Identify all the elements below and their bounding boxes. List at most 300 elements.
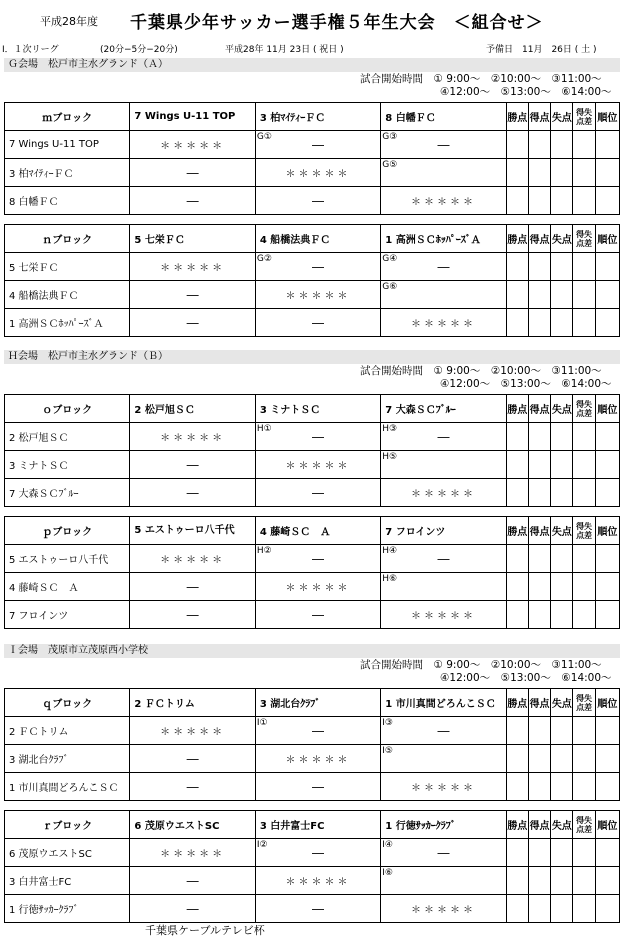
- stat-header: 勝点: [506, 225, 528, 253]
- self-match-stars: ＊＊＊＊＊: [160, 263, 226, 274]
- match-dash: ―: [186, 485, 199, 500]
- match-cell: [381, 573, 506, 601]
- match-cell: [255, 545, 380, 573]
- match-dash: ―: [312, 845, 325, 860]
- match-cell: [381, 773, 506, 801]
- stat-cell: [528, 131, 550, 159]
- team-column-header: 1 高洲ＳＣﾎｯﾊﾟｰｽﾞＡ: [381, 225, 506, 253]
- stat-cell: [528, 773, 550, 801]
- match-cell: [381, 451, 506, 479]
- match-cell: [255, 573, 380, 601]
- match-number-tag: G①: [256, 132, 272, 142]
- match-number-tag: I⑥: [382, 868, 393, 878]
- match-number-tag: G④: [382, 254, 398, 264]
- header-era: 平成28年度: [40, 15, 98, 28]
- stat-cell: [551, 601, 573, 629]
- match-cell: [130, 187, 255, 215]
- team-column-header: 7 Wings U-11 TOP: [130, 103, 255, 131]
- match-number-tag: I②: [256, 840, 268, 850]
- stat-cell: [528, 187, 550, 215]
- stat-cell: [506, 895, 528, 923]
- stat-header: 勝点: [506, 689, 528, 717]
- match-cell: [255, 131, 380, 159]
- team-row-name: 4 船橋法典ＦＣ: [5, 281, 130, 309]
- start-times-row-2: ④12:00〜 ⑤13:00〜 ⑥14:00〜: [440, 378, 612, 390]
- match-dash: ―: [312, 485, 325, 500]
- match-number-tag: H②: [256, 546, 272, 556]
- match-format: (20分−5分−20分): [100, 45, 178, 55]
- stat-header: 得点: [528, 517, 550, 545]
- stat-cell: [506, 479, 528, 507]
- stat-header: 得点: [528, 811, 550, 839]
- team-row-name: 1 高洲ＳＣﾎｯﾊﾟｰｽﾞＡ: [5, 309, 130, 337]
- stat-cell: [551, 745, 573, 773]
- self-match-stars: ＊＊＊＊＊: [160, 141, 226, 152]
- self-match-stars: ＊＊＊＊＊: [160, 555, 226, 566]
- stat-cell: [506, 601, 528, 629]
- stat-cell: [595, 573, 619, 601]
- match-dash: ―: [186, 457, 199, 472]
- stat-cell: [551, 187, 573, 215]
- stat-cell: [528, 479, 550, 507]
- match-number-tag: I⑤: [382, 746, 393, 756]
- table-row: [5, 423, 620, 451]
- stat-cell: [573, 451, 595, 479]
- table-row: [5, 159, 620, 187]
- match-dash: ―: [312, 901, 325, 916]
- team-row-name: 3 ミナトＳＣ: [5, 451, 130, 479]
- stat-cell: [573, 187, 595, 215]
- team-column-header: 4 藤崎ＳＣ Ａ: [255, 517, 380, 545]
- match-number-tag: H③: [382, 424, 398, 434]
- stat-cell: [595, 839, 619, 867]
- stat-header: 順位: [595, 395, 619, 423]
- match-cell: [255, 479, 380, 507]
- round-label: Ⅰ．１次リーグ: [2, 45, 59, 55]
- block-name: ｒブロック: [5, 811, 130, 839]
- stat-header: 順位: [595, 103, 619, 131]
- stat-cell: [595, 253, 619, 281]
- match-cell: [130, 281, 255, 309]
- stat-header: 失点: [551, 395, 573, 423]
- match-cell: [381, 839, 506, 867]
- match-cell: [255, 281, 380, 309]
- self-match-stars: ＊＊＊＊＊: [285, 291, 351, 302]
- stat-cell: [573, 545, 595, 573]
- start-times: [360, 365, 620, 391]
- match-dash: ―: [186, 287, 199, 302]
- stat-cell: [506, 281, 528, 309]
- match-cell: [130, 253, 255, 281]
- match-number-tag: G③: [382, 132, 398, 142]
- team-column-header: 5 エストゥーロ八千代: [130, 517, 255, 545]
- stat-cell: [573, 745, 595, 773]
- match-cell: [130, 545, 255, 573]
- stat-cell: [506, 309, 528, 337]
- stat-cell: [595, 601, 619, 629]
- stat-header: 失点: [551, 811, 573, 839]
- stat-cell: [551, 573, 573, 601]
- stat-cell: [573, 281, 595, 309]
- match-dash: ―: [186, 579, 199, 594]
- team-column-header: 7 大森ＳＣﾌﾞﾙｰ: [381, 395, 506, 423]
- match-number-tag: H⑥: [382, 574, 398, 584]
- stat-cell: [551, 717, 573, 745]
- stat-cell: [551, 451, 573, 479]
- match-cell: [255, 773, 380, 801]
- table-row: [5, 895, 620, 923]
- match-cell: [130, 451, 255, 479]
- stat-cell: [506, 773, 528, 801]
- team-column-header: 1 市川真間どろんこＳＣ: [381, 689, 506, 717]
- league-table: [4, 688, 620, 801]
- match-dash: ―: [312, 315, 325, 330]
- match-cell: [255, 895, 380, 923]
- team-row-name: 3 白井富士FC: [5, 867, 130, 895]
- stat-cell: [506, 131, 528, 159]
- stat-cell: [595, 281, 619, 309]
- league-table: [4, 810, 620, 923]
- stat-cell: [506, 159, 528, 187]
- block-name: ｏブロック: [5, 395, 130, 423]
- stat-cell: [595, 479, 619, 507]
- stat-cell: [595, 745, 619, 773]
- match-cell: [130, 309, 255, 337]
- stat-header: 勝点: [506, 517, 528, 545]
- stat-cell: [595, 717, 619, 745]
- league-table: [4, 516, 620, 629]
- stat-cell: [506, 573, 528, 601]
- match-dash: ―: [186, 901, 199, 916]
- team-row-name: 1 市川真間どろんこＳＣ: [5, 773, 130, 801]
- match-cell: [130, 601, 255, 629]
- match-dash: ―: [312, 607, 325, 622]
- stat-cell: [573, 601, 595, 629]
- team-row-name: 2 ＦＣトリム: [5, 717, 130, 745]
- match-cell: [381, 131, 506, 159]
- stat-header: 得点: [528, 689, 550, 717]
- stat-cell: [595, 545, 619, 573]
- stat-cell: [506, 253, 528, 281]
- self-match-stars: ＊＊＊＊＊: [410, 905, 476, 916]
- match-dash: ―: [186, 607, 199, 622]
- team-row-name: 7 フロインツ: [5, 601, 130, 629]
- table-row: [5, 867, 620, 895]
- stat-header: 得失点差: [573, 517, 595, 545]
- match-number-tag: H⑤: [382, 452, 398, 462]
- stat-cell: [528, 309, 550, 337]
- self-match-stars: ＊＊＊＊＊: [160, 849, 226, 860]
- stat-cell: [595, 131, 619, 159]
- self-match-stars: ＊＊＊＊＊: [285, 755, 351, 766]
- stat-cell: [551, 895, 573, 923]
- stat-cell: [551, 479, 573, 507]
- match-cell: [130, 773, 255, 801]
- stat-cell: [573, 309, 595, 337]
- stat-header: 勝点: [506, 395, 528, 423]
- stat-cell: [551, 867, 573, 895]
- stat-header: 順位: [595, 517, 619, 545]
- match-cell: [130, 745, 255, 773]
- match-dash: ―: [437, 259, 450, 274]
- stat-cell: [573, 479, 595, 507]
- reserve-date: 予備日 11月 26日 ( 土 ): [486, 45, 597, 55]
- self-match-stars: ＊＊＊＊＊: [160, 727, 226, 738]
- self-match-stars: ＊＊＊＊＊: [410, 489, 476, 500]
- match-dash: ―: [437, 551, 450, 566]
- match-cell: [255, 451, 380, 479]
- block-name: ｎブロック: [5, 225, 130, 253]
- team-row-name: 1 行徳ｻｯｶｰｸﾗﾌﾞ: [5, 895, 130, 923]
- team-row-name: 4 藤崎ＳＣ Ａ: [5, 573, 130, 601]
- self-match-stars: ＊＊＊＊＊: [410, 611, 476, 622]
- match-dash: ―: [312, 551, 325, 566]
- stat-cell: [573, 131, 595, 159]
- team-column-header: 3 湖北台ｸﾗﾌﾞ: [255, 689, 380, 717]
- table-row: [5, 253, 620, 281]
- page-header: [0, 6, 624, 34]
- stat-header: 失点: [551, 225, 573, 253]
- stat-header: 得失点差: [573, 395, 595, 423]
- start-times: [360, 73, 620, 99]
- stat-header: 得失点差: [573, 225, 595, 253]
- match-dash: ―: [437, 845, 450, 860]
- start-times-row-1: 試合開始時間 ① 9:00〜 ②10:00〜 ③11:00〜: [360, 73, 602, 85]
- footer-cup-name: 千葉県ケーブルテレビ杯: [145, 924, 265, 937]
- stat-header: 失点: [551, 103, 573, 131]
- table-row: [5, 839, 620, 867]
- start-times-row-2: ④12:00〜 ⑤13:00〜 ⑥14:00〜: [440, 86, 612, 98]
- self-match-stars: ＊＊＊＊＊: [160, 433, 226, 444]
- match-number-tag: G②: [256, 254, 272, 264]
- stat-cell: [573, 159, 595, 187]
- team-row-name: 7 Wings U-11 TOP: [5, 131, 130, 159]
- team-column-header: 6 茂原ウエストSC: [130, 811, 255, 839]
- team-row-name: 3 湖北台ｸﾗﾌﾞ: [5, 745, 130, 773]
- self-match-stars: ＊＊＊＊＊: [285, 583, 351, 594]
- match-cell: [381, 423, 506, 451]
- match-number-tag: I③: [382, 718, 393, 728]
- subheader: [0, 42, 624, 56]
- match-date: 平成28年 11月 23日 ( 祝日 ): [225, 45, 344, 55]
- stat-cell: [573, 253, 595, 281]
- match-dash: ―: [186, 315, 199, 330]
- match-cell: [255, 159, 380, 187]
- block-name: ｍブロック: [5, 103, 130, 131]
- stat-cell: [551, 281, 573, 309]
- match-dash: ―: [186, 873, 199, 888]
- match-dash: ―: [312, 723, 325, 738]
- stat-cell: [573, 773, 595, 801]
- stat-cell: [528, 423, 550, 451]
- table-row: [5, 281, 620, 309]
- match-number-tag: I④: [382, 840, 393, 850]
- self-match-stars: ＊＊＊＊＊: [410, 197, 476, 208]
- match-dash: ―: [437, 137, 450, 152]
- table-row: [5, 187, 620, 215]
- team-column-header: 2 松戸旭ＳＣ: [130, 395, 255, 423]
- team-row-name: 3 柏ﾏｲﾃｨｰＦＣ: [5, 159, 130, 187]
- stat-cell: [573, 867, 595, 895]
- match-number-tag: I①: [256, 718, 268, 728]
- table-row: [5, 131, 620, 159]
- stat-cell: [551, 159, 573, 187]
- team-column-header: 3 ミナトＳＣ: [255, 395, 380, 423]
- block-name: ｑブロック: [5, 689, 130, 717]
- match-cell: [130, 839, 255, 867]
- match-cell: [130, 159, 255, 187]
- table-row: [5, 745, 620, 773]
- stat-cell: [573, 895, 595, 923]
- stat-cell: [528, 839, 550, 867]
- team-column-header: 2 ＦＣトリム: [130, 689, 255, 717]
- table-row: [5, 309, 620, 337]
- match-dash: ―: [186, 779, 199, 794]
- table-row: [5, 717, 620, 745]
- stat-cell: [551, 545, 573, 573]
- stat-cell: [506, 545, 528, 573]
- stat-cell: [506, 717, 528, 745]
- stat-cell: [573, 423, 595, 451]
- stat-cell: [528, 717, 550, 745]
- match-cell: [255, 187, 380, 215]
- team-column-header: 8 白幡ＦＣ: [381, 103, 506, 131]
- stat-cell: [506, 451, 528, 479]
- match-cell: [130, 573, 255, 601]
- match-cell: [381, 159, 506, 187]
- match-dash: ―: [312, 193, 325, 208]
- table-row: [5, 601, 620, 629]
- stat-header: 失点: [551, 517, 573, 545]
- stat-cell: [528, 451, 550, 479]
- venue-heading: Ｇ会場 松戸市主水グランド（Ａ）: [4, 58, 620, 72]
- match-dash: ―: [186, 751, 199, 766]
- match-number-tag: H④: [382, 546, 398, 556]
- self-match-stars: ＊＊＊＊＊: [285, 877, 351, 888]
- stat-header: 勝点: [506, 103, 528, 131]
- match-dash: ―: [437, 723, 450, 738]
- match-cell: [381, 309, 506, 337]
- match-number-tag: G⑤: [382, 160, 398, 170]
- stat-cell: [551, 773, 573, 801]
- stat-header: 得点: [528, 225, 550, 253]
- match-dash: ―: [437, 429, 450, 444]
- team-row-name: 6 茂原ウエストSC: [5, 839, 130, 867]
- team-column-header: 3 柏ﾏｲﾃｨｰＦＣ: [255, 103, 380, 131]
- stat-header: 得点: [528, 395, 550, 423]
- match-cell: [255, 423, 380, 451]
- match-cell: [255, 601, 380, 629]
- match-cell: [130, 717, 255, 745]
- team-row-name: 2 松戸旭ＳＣ: [5, 423, 130, 451]
- stat-cell: [551, 839, 573, 867]
- league-table: [4, 102, 620, 215]
- self-match-stars: ＊＊＊＊＊: [410, 783, 476, 794]
- stat-cell: [595, 895, 619, 923]
- self-match-stars: ＊＊＊＊＊: [410, 319, 476, 330]
- match-cell: [130, 423, 255, 451]
- table-row: [5, 573, 620, 601]
- match-dash: ―: [312, 137, 325, 152]
- match-cell: [381, 187, 506, 215]
- match-cell: [381, 253, 506, 281]
- team-row-name: 5 エストゥーロ八千代: [5, 545, 130, 573]
- match-cell: [255, 253, 380, 281]
- stat-header: 順位: [595, 225, 619, 253]
- stat-header: 得失点差: [573, 811, 595, 839]
- self-match-stars: ＊＊＊＊＊: [285, 461, 351, 472]
- match-cell: [381, 895, 506, 923]
- stat-header: 失点: [551, 689, 573, 717]
- league-table: [4, 394, 620, 507]
- stat-cell: [573, 839, 595, 867]
- match-cell: [381, 745, 506, 773]
- page-title: 千葉県少年サッカー選手権５年生大会 ＜組合せ＞: [130, 13, 544, 33]
- start-times-row-2: ④12:00〜 ⑤13:00〜 ⑥14:00〜: [440, 672, 612, 684]
- stat-cell: [528, 867, 550, 895]
- stat-cell: [528, 253, 550, 281]
- venue-heading: Ｉ会場 茂原市立茂原西小学校: [4, 644, 620, 658]
- stat-header: 得失点差: [573, 103, 595, 131]
- stat-cell: [551, 131, 573, 159]
- team-column-header: 4 船橋法典ＦＣ: [255, 225, 380, 253]
- match-cell: [255, 745, 380, 773]
- team-column-header: 1 行徳ｻｯｶｰｸﾗﾌﾞ: [381, 811, 506, 839]
- stat-cell: [551, 253, 573, 281]
- stat-cell: [528, 895, 550, 923]
- league-table: [4, 224, 620, 337]
- stat-cell: [506, 187, 528, 215]
- table-row: [5, 545, 620, 573]
- match-cell: [381, 717, 506, 745]
- stat-cell: [573, 717, 595, 745]
- stat-cell: [551, 423, 573, 451]
- stat-header: 順位: [595, 811, 619, 839]
- team-column-header: 5 七栄ＦＣ: [130, 225, 255, 253]
- team-row-name: 7 大森ＳＣﾌﾞﾙｰ: [5, 479, 130, 507]
- stat-header: 得点: [528, 103, 550, 131]
- table-row: [5, 451, 620, 479]
- stat-cell: [506, 867, 528, 895]
- match-cell: [381, 479, 506, 507]
- stat-cell: [573, 573, 595, 601]
- match-dash: ―: [186, 165, 199, 180]
- match-cell: [381, 281, 506, 309]
- stat-header: 得失点差: [573, 689, 595, 717]
- match-cell: [130, 867, 255, 895]
- stat-cell: [595, 773, 619, 801]
- stat-cell: [528, 745, 550, 773]
- stat-cell: [595, 867, 619, 895]
- stat-cell: [528, 601, 550, 629]
- match-cell: [255, 867, 380, 895]
- table-row: [5, 773, 620, 801]
- start-times-row-1: 試合開始時間 ① 9:00〜 ②10:00〜 ③11:00〜: [360, 365, 602, 377]
- start-times-row-1: 試合開始時間 ① 9:00〜 ②10:00〜 ③11:00〜: [360, 659, 602, 671]
- team-column-header: 3 白井富士FC: [255, 811, 380, 839]
- match-cell: [381, 867, 506, 895]
- stat-cell: [595, 187, 619, 215]
- match-cell: [381, 601, 506, 629]
- start-times: [360, 659, 620, 685]
- match-cell: [130, 895, 255, 923]
- stat-cell: [506, 745, 528, 773]
- stat-cell: [528, 573, 550, 601]
- match-number-tag: G⑥: [382, 282, 398, 292]
- stat-cell: [528, 281, 550, 309]
- match-dash: ―: [312, 259, 325, 274]
- match-cell: [255, 717, 380, 745]
